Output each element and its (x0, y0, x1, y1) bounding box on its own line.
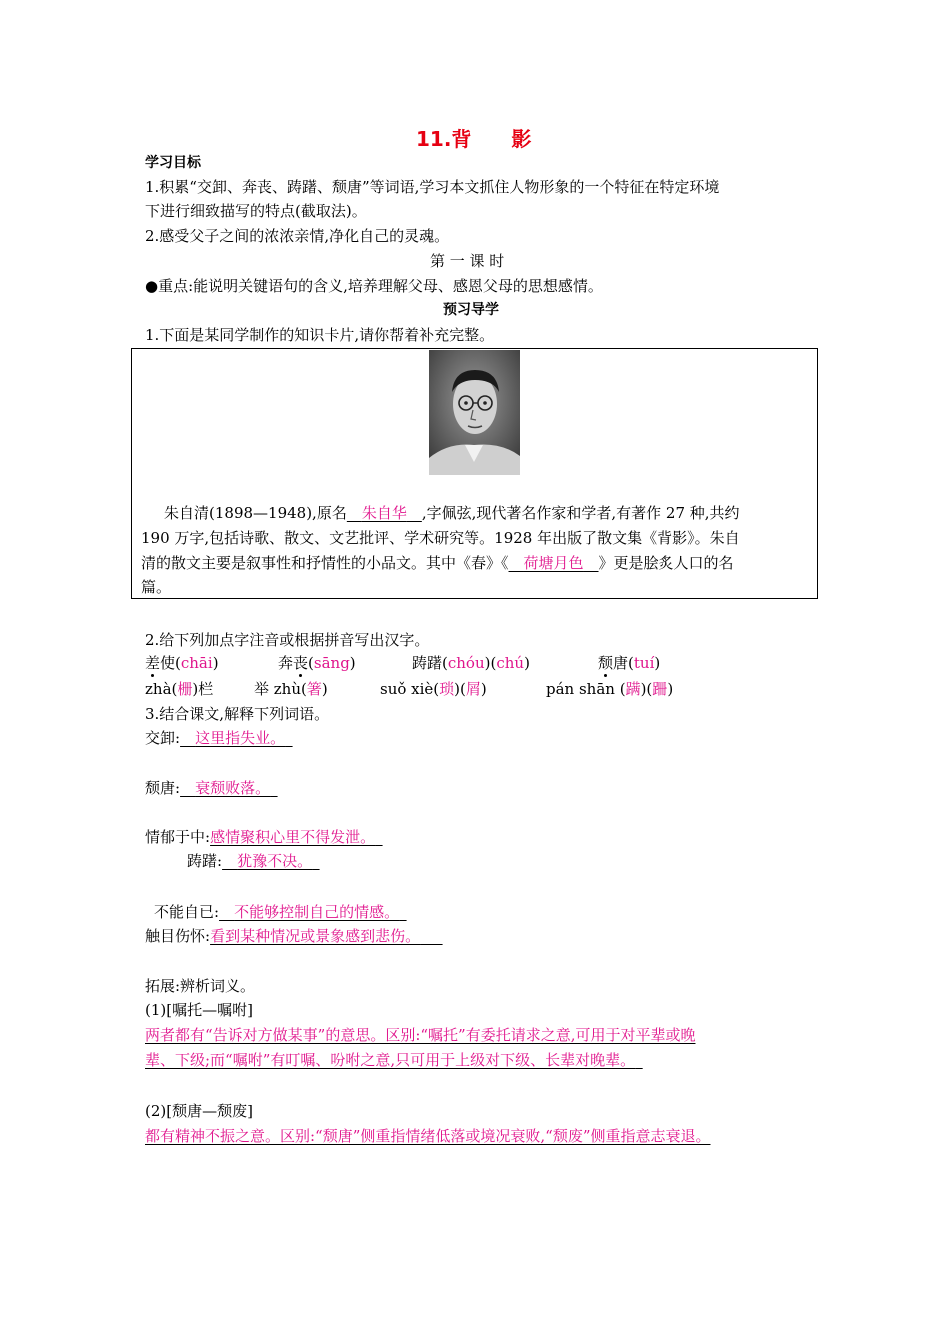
card-line-2: 190 万字,包括诗歌、散文、文艺批评、学术研究等。1928 年出版了散文集《背影》。朱自 (141, 529, 740, 547)
card-line-3: 清的散文主要是叙事性和抒情性的小品文。其中《春》《 荷塘月色 》更是脍炙人口的名 (141, 554, 734, 572)
key-point: ●重点:能说明关键语句的含义,培养理解父母、感恩父母的思想感情。 (145, 277, 603, 295)
extension-item-1-line-1: 两者都有“告诉对方做某事”的意思。区别:“嘱托”有委托请求之意,可用于对平辈或晚 (145, 1026, 696, 1044)
definition-chouchu: 踌躇: 犹豫不决。 (187, 852, 313, 870)
extension-item-1-line-2: 辈、下级;而“嘱咐”有叮嘱、吩咐之意,只可用于上级对下级、长辈对晚辈。 (145, 1051, 636, 1069)
definition-jiaoxie: 交卸: 这里指失业。 (145, 729, 286, 747)
extension-item-2-heading: (2)[颓唐—颓废] (145, 1102, 253, 1120)
word-tuitang: 颓唐(tuí) (598, 654, 661, 672)
card-line-1: 朱自清(1898—1948),原名 朱自华 ,字佩弦,现代著名作家和学者,有著作 27 种,共约 (164, 504, 740, 522)
objective-2: 2.感受父子之间的浓浓亲情,净化自己的灵魂。 (145, 227, 450, 245)
question-1: 1.下面是某同学制作的知识卡片,请你帮着补充完整。 (145, 326, 495, 344)
pinyin-juzhu: 举 zhù(箸) (254, 680, 328, 698)
question-2-heading: 2.给下列加点字注音或根据拼音写出汉字。 (145, 631, 430, 649)
extension-item-1-heading: (1)[嘱托—嘱咐] (145, 1001, 253, 1019)
extension-heading: 拓展:辨析词义。 (145, 977, 256, 995)
extension-item-2-line-1: 都有精神不振之意。区别:“颓唐”侧重指情绪低落或境况衰败,“颓废”侧重指意志衰退。 (145, 1127, 711, 1145)
objectives-heading: 学习目标 (145, 155, 201, 171)
objective-1-line-2: 下进行细致描写的特点(截取法)。 (145, 202, 367, 220)
answer-original-name: 朱自华 (361, 504, 407, 522)
word-bensang: 奔丧(sāng) (278, 654, 356, 672)
card-line-4: 篇。 (141, 578, 172, 596)
lesson-label: 第 一 课 时 (430, 252, 505, 270)
word-chouchu: 踌躇(chóu)(chú) (412, 654, 530, 672)
word-chaishi: 差使(chāi) (145, 654, 219, 672)
answer-essay-title: 荷塘月色 (523, 554, 584, 572)
definition-qingyuyuzhong: 情郁于中:感情聚积心里不得发泄。 (145, 828, 376, 846)
preview-heading: 预习导学 (443, 302, 499, 318)
pinyin-panshan: pán shān (蹒)(跚) (546, 680, 674, 698)
definition-chumushanghuai: 触目伤怀:看到某种情况或景象感到悲伤。 (145, 927, 421, 945)
pinyin-zhalan: zhà(栅)栏 (145, 680, 214, 698)
author-portrait (429, 350, 520, 475)
objective-1-line-1: 1.积累“交卸、奔丧、踌躇、颓唐”等词语,学习本文抓住人物形象的一个特征在特定环境 (145, 178, 720, 196)
page-title: 11.背 影 (416, 127, 532, 151)
definition-bunengziyi: 不能自已: 不能够控制自己的情感。 (154, 903, 400, 921)
definition-tuitang: 颓唐: 衰颓败落。 (145, 779, 271, 797)
pinyin-suoxie: suǒ xiè(琐)(屑) (380, 680, 487, 698)
question-3-heading: 3.结合课文,解释下列词语。 (145, 705, 330, 723)
